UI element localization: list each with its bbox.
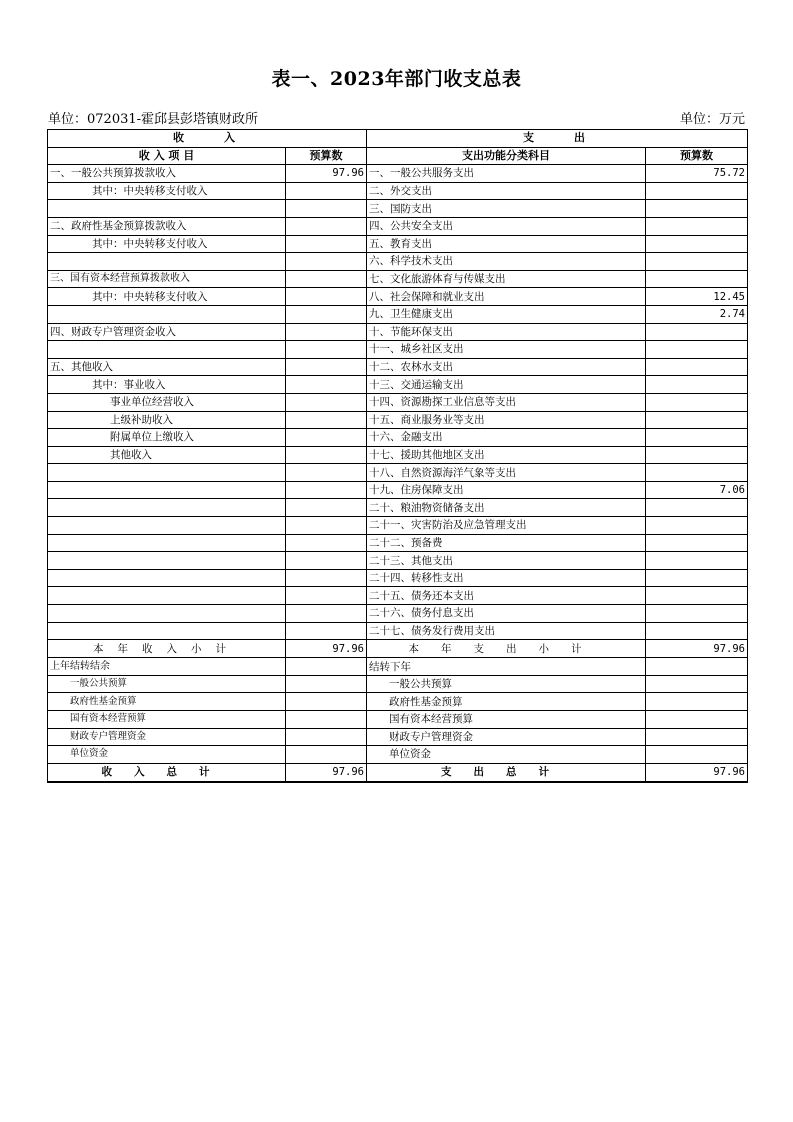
income-value-cell: [286, 429, 367, 447]
expense-carry-cell: 单位资金: [367, 746, 646, 764]
table-row: [48, 200, 748, 218]
expense-value-cell: [646, 376, 748, 394]
income-value-cell: [286, 200, 367, 218]
income-cell: 其中：中央转移支付收入: [48, 235, 286, 253]
table-row: [48, 587, 748, 605]
income-carry-value: [286, 728, 367, 746]
expense-carry-value: [646, 746, 748, 764]
income-cell: [48, 499, 286, 517]
income-cell: [48, 481, 286, 499]
table-row: [48, 270, 748, 288]
income-cell: 二、政府性基金预算拨款收入: [48, 217, 286, 235]
income-value-cell: [286, 411, 367, 429]
income-value-cell: [286, 464, 367, 482]
expense-cell: 十四、资源勘探工业信息等支出: [367, 393, 646, 411]
table-row: [48, 446, 748, 464]
income-carry-cell: 政府性基金预算: [48, 693, 286, 711]
table-row: [48, 253, 748, 271]
income-value-cell: [286, 288, 367, 306]
income-cell: [48, 552, 286, 570]
expense-budget-header: 预算数: [646, 147, 748, 165]
expense-value-cell: [646, 517, 748, 535]
income-cell: 五、其他收入: [48, 358, 286, 376]
expense-value-cell: [646, 182, 748, 200]
expense-carry-value: [646, 658, 748, 676]
income-value-cell: [286, 217, 367, 235]
expense-cell: 十八、自然资源海洋气象等支出: [367, 464, 646, 482]
income-value-cell: [286, 622, 367, 640]
income-value-cell: [286, 446, 367, 464]
expense-cell: 二十、粮油物资储备支出: [367, 499, 646, 517]
income-carry-cell: 财政专户管理资金: [48, 728, 286, 746]
expense-cell: 九、卫生健康支出: [367, 305, 646, 323]
table-row: [48, 622, 748, 640]
income-total-value: 97.96: [286, 763, 367, 782]
income-value-cell: [286, 605, 367, 623]
expense-cell: 十九、住房保障支出: [367, 481, 646, 499]
expense-cell: 二十一、灾害防治及应急管理支出: [367, 517, 646, 535]
table-row: [48, 305, 748, 323]
expense-cell: 二十二、预备费: [367, 534, 646, 552]
expense-value-cell: [646, 341, 748, 359]
expense-cell: 十五、商业服务业等支出: [367, 411, 646, 429]
income-value-cell: [286, 182, 367, 200]
expense-value-cell: [646, 446, 748, 464]
expense-item-header: 支出功能分类科目: [367, 147, 646, 165]
income-cell: [48, 569, 286, 587]
income-budget-header: 预算数: [286, 147, 367, 165]
income-value-cell: 97.96: [286, 165, 367, 183]
income-cell: [48, 587, 286, 605]
budget-summary-table: [47, 129, 748, 783]
income-cell: 上级补助收入: [48, 411, 286, 429]
income-subtotal-value: 97.96: [286, 640, 367, 658]
expense-cell: 八、社会保障和就业支出: [367, 288, 646, 306]
table-row: [48, 393, 748, 411]
table-row: [48, 376, 748, 394]
income-value-cell: [286, 481, 367, 499]
income-cell: 其中：中央转移支付收入: [48, 182, 286, 200]
income-cell: [48, 605, 286, 623]
table-row: [48, 429, 748, 447]
income-cell: 附属单位上缴收入: [48, 429, 286, 447]
table-row: [48, 605, 748, 623]
expense-cell: 二、外交支出: [367, 182, 646, 200]
income-cell: 一、一般公共预算拨款收入: [48, 165, 286, 183]
income-carry-value: [286, 746, 367, 764]
income-value-cell: [286, 235, 367, 253]
expense-value-cell: [646, 235, 748, 253]
income-total-label: 收入总计: [48, 763, 286, 782]
expense-subtotal-value: 97.96: [646, 640, 748, 658]
income-section-header: 收 入: [48, 130, 367, 148]
section-header-row: [48, 130, 748, 148]
income-value-cell: [286, 376, 367, 394]
income-cell: 事业单位经营收入: [48, 393, 286, 411]
expense-cell: 五、教育支出: [367, 235, 646, 253]
column-header-row: [48, 147, 748, 165]
expense-value-cell: [646, 569, 748, 587]
income-value-cell: [286, 569, 367, 587]
expense-value-cell: [646, 499, 748, 517]
unit-label-right: 单位：万元: [679, 112, 745, 127]
expense-cell: 二十六、债务付息支出: [367, 605, 646, 623]
expense-cell: 七、文化旅游体育与传媒支出: [367, 270, 646, 288]
table-row: [48, 358, 748, 376]
income-cell: [48, 305, 286, 323]
expense-cell: 六、科学技术支出: [367, 253, 646, 271]
expense-carry-value: [646, 675, 748, 693]
income-value-cell: [286, 358, 367, 376]
table-row: [48, 217, 748, 235]
carry-row: [48, 693, 748, 711]
income-carry-value: [286, 711, 367, 729]
income-subtotal-label: 本年收入小计: [48, 640, 286, 658]
income-cell: [48, 253, 286, 271]
income-cell: [48, 534, 286, 552]
expense-value-cell: [646, 429, 748, 447]
table-row: [48, 481, 748, 499]
expense-carry-cell: 财政专户管理资金: [367, 728, 646, 746]
expense-carry-cell: 结转下年: [367, 658, 646, 676]
income-carry-cell: 单位资金: [48, 746, 286, 764]
income-cell: 三、国有资本经营预算拨款收入: [48, 270, 286, 288]
income-value-cell: [286, 534, 367, 552]
expense-value-cell: [646, 393, 748, 411]
expense-value-cell: [646, 464, 748, 482]
expense-section-header: 支 出: [367, 130, 748, 148]
expense-value-cell: [646, 534, 748, 552]
expense-value-cell: [646, 411, 748, 429]
income-value-cell: [286, 305, 367, 323]
income-cell: [48, 464, 286, 482]
expense-value-cell: [646, 622, 748, 640]
expense-value-cell: 75.72: [646, 165, 748, 183]
carry-row: [48, 728, 748, 746]
expense-carry-cell: 政府性基金预算: [367, 693, 646, 711]
expense-value-cell: 12.45: [646, 288, 748, 306]
table-row: [48, 534, 748, 552]
page-title: 表一、2023年部门收支总表: [271, 68, 522, 90]
expense-cell: 十三、交通运输支出: [367, 376, 646, 394]
expense-carry-cell: 一般公共预算: [367, 675, 646, 693]
income-item-header: 收 入 项 目: [48, 147, 286, 165]
income-cell: 其中：中央转移支付收入: [48, 288, 286, 306]
income-cell: [48, 622, 286, 640]
expense-value-cell: [646, 217, 748, 235]
carry-row: [48, 658, 748, 676]
expense-value-cell: 2.74: [646, 305, 748, 323]
carry-row: [48, 675, 748, 693]
expense-value-cell: [646, 552, 748, 570]
expense-cell: 十七、援助其他地区支出: [367, 446, 646, 464]
expense-cell: 二十四、转移性支出: [367, 569, 646, 587]
expense-cell: 一、一般公共服务支出: [367, 165, 646, 183]
expense-total-label: 支出总计: [367, 763, 646, 782]
table-row: [48, 517, 748, 535]
income-cell: 其中：事业收入: [48, 376, 286, 394]
table-row: [48, 411, 748, 429]
income-carry-value: [286, 675, 367, 693]
income-cell: [48, 517, 286, 535]
table-row: [48, 288, 748, 306]
income-carry-value: [286, 658, 367, 676]
table-row: [48, 464, 748, 482]
income-value-cell: [286, 393, 367, 411]
table-row: [48, 569, 748, 587]
expense-value-cell: [646, 358, 748, 376]
expense-cell: 十一、城乡社区支出: [367, 341, 646, 359]
income-cell: 四、财政专户管理资金收入: [48, 323, 286, 341]
carry-row: [48, 711, 748, 729]
expense-cell: 二十三、其他支出: [367, 552, 646, 570]
table-row: [48, 182, 748, 200]
expense-value-cell: [646, 323, 748, 341]
expense-carry-value: [646, 711, 748, 729]
income-value-cell: [286, 323, 367, 341]
income-carry-value: [286, 693, 367, 711]
expense-cell: 二十五、债务还本支出: [367, 587, 646, 605]
unit-label-left: 单位：072031-霍邱县彭塔镇财政所: [48, 112, 259, 127]
income-value-cell: [286, 341, 367, 359]
table-row: [48, 341, 748, 359]
expense-value-cell: [646, 605, 748, 623]
income-value-cell: [286, 517, 367, 535]
income-cell: [48, 341, 286, 359]
expense-subtotal-label: 本年支出小计: [367, 640, 646, 658]
expense-cell: 十六、金融支出: [367, 429, 646, 447]
table-row: [48, 165, 748, 183]
expense-value-cell: [646, 200, 748, 218]
expense-value-cell: [646, 270, 748, 288]
table-row: [48, 235, 748, 253]
expense-cell: 十二、农林水支出: [367, 358, 646, 376]
carry-row: [48, 746, 748, 764]
expense-carry-cell: 国有资本经营预算: [367, 711, 646, 729]
income-cell: 其他收入: [48, 446, 286, 464]
income-carry-cell: 一般公共预算: [48, 675, 286, 693]
total-row: [48, 763, 748, 782]
income-value-cell: [286, 270, 367, 288]
expense-total-value: 97.96: [646, 763, 748, 782]
expense-carry-value: [646, 693, 748, 711]
table-row: [48, 499, 748, 517]
expense-value-cell: 7.06: [646, 481, 748, 499]
table-row: [48, 552, 748, 570]
expense-value-cell: [646, 587, 748, 605]
expense-cell: 二十七、债务发行费用支出: [367, 622, 646, 640]
income-carry-cell: 上年结转结余: [48, 658, 286, 676]
expense-cell: 三、国防支出: [367, 200, 646, 218]
expense-value-cell: [646, 253, 748, 271]
expense-carry-value: [646, 728, 748, 746]
table-row: [48, 323, 748, 341]
income-carry-cell: 国有资本经营预算: [48, 711, 286, 729]
income-value-cell: [286, 552, 367, 570]
expense-cell: 十、节能环保支出: [367, 323, 646, 341]
income-value-cell: [286, 253, 367, 271]
subtotal-row: [48, 640, 748, 658]
expense-cell: 四、公共安全支出: [367, 217, 646, 235]
income-value-cell: [286, 499, 367, 517]
income-value-cell: [286, 587, 367, 605]
income-cell: [48, 200, 286, 218]
